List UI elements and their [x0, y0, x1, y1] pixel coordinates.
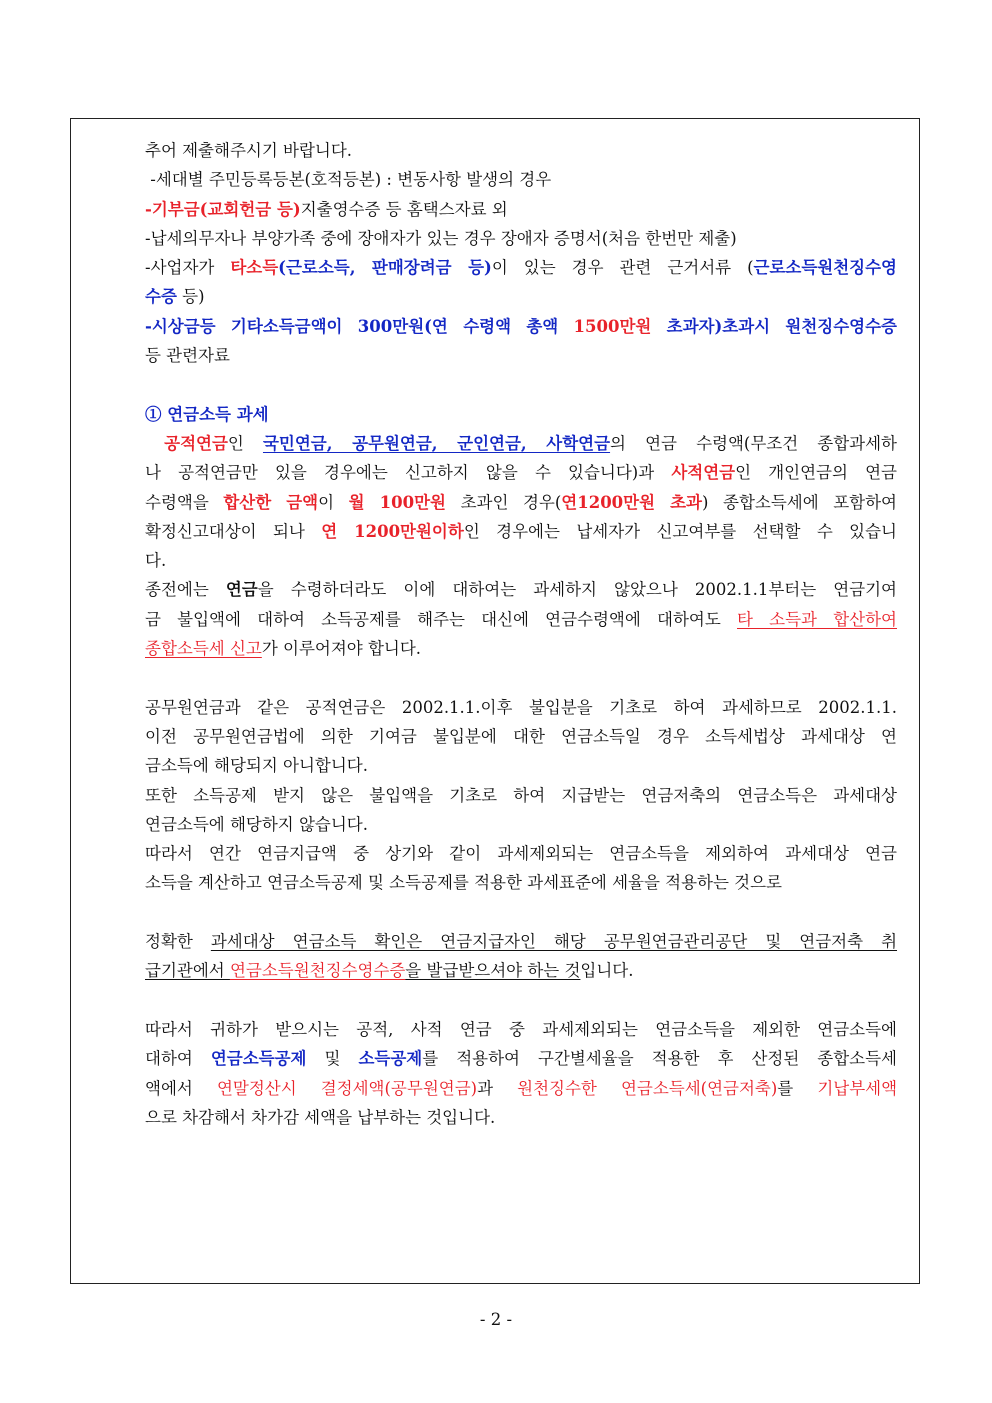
text-line — [145, 1103, 897, 1132]
text: 소득을 계산하고 연금소득공제 및 소득공제를 적용한 과세표준에 세율을 적용하는 것으로 — [145, 873, 782, 893]
text-line — [145, 605, 897, 634]
text: 지출영수증 등 홈택스자료 외 — [300, 199, 508, 219]
text-line — [145, 253, 897, 282]
text: 수령액을 — [145, 492, 224, 512]
text: 금소득에 해당되지 아니합니다. — [145, 756, 368, 776]
text: 정확한 — [145, 932, 211, 952]
text — [145, 434, 164, 453]
text: 종전에는 — [145, 580, 226, 600]
text-line — [145, 839, 897, 868]
underlined-text: 과세대상 연금소득 확인은 연금지급자인 해당 공무원연금관리공단 및 연금저축 취 — [210, 932, 898, 952]
text: -납세의무자나 부양가족 중에 장애자가 있는 경우 장애자 증명서(처음 한번만 제출) — [145, 228, 737, 248]
text: 가 이루어져야 합니다. — [261, 639, 422, 659]
text-line — [145, 575, 897, 604]
highlight-text: 합산한 금액 — [223, 492, 319, 512]
highlight-text: 연금소득공제 — [210, 1049, 307, 1069]
text-line — [145, 341, 897, 370]
underlined-text: 을 발급받으셔야 하는 것 — [405, 961, 581, 981]
text-line — [145, 458, 897, 487]
text: 인 — [227, 433, 263, 453]
text: -세대별 주민등록등본(호적등본) : 변동사항 발생의 경우 — [145, 170, 552, 190]
highlight-text: 근로소득원천징수영 — [753, 258, 897, 278]
text: 를 적용하여 구간별세율을 적용한 후 산정된 종합소득세 — [422, 1049, 897, 1069]
text: 또한 소득공제 받지 않은 불입액을 기초로 하여 지급받는 연금저축의 연금소득은 과세대상 — [145, 785, 897, 805]
text: 를 — [777, 1078, 818, 1098]
highlight-text: -기부금(교회헌금 등) — [145, 199, 301, 219]
highlight-text: 종합소득세 신고 — [145, 639, 262, 659]
text-line — [145, 751, 897, 780]
highlight-text: 국민연금, 공무원연금, 군인연금, 사학연금 — [262, 433, 611, 453]
text: 공무원연금과 같은 공적연금은 2002.1.1.이후 불입분을 기초로 하여 과세하므로 2002.1.1. — [145, 697, 897, 717]
highlight-text: 사적연금 — [671, 463, 736, 483]
highlight-text: 연1200만원 초과 — [561, 492, 702, 512]
text: ) 종합소득세에 포함하여 — [702, 492, 897, 512]
text-line — [145, 810, 897, 839]
text-line — [145, 1015, 897, 1044]
highlight-text: -시상금등 기타소득금액이 300만원(연 수령액 총액 — [145, 316, 574, 336]
text: 의 연금 수령액(무조건 종합과세하 — [610, 433, 898, 453]
text: 확정신고대상이 되나 — [145, 521, 322, 541]
text: 대하여 — [145, 1049, 211, 1069]
text: 및 — [306, 1049, 359, 1069]
highlight-text: (근로소득, 판매장려금 등) — [278, 258, 492, 278]
text: 초과인 경우( — [446, 492, 562, 512]
text: 다. — [145, 551, 167, 571]
text-line — [145, 136, 897, 165]
text-line — [145, 488, 897, 517]
highlight-text: 타 소득과 합산하여 — [737, 609, 897, 629]
text-line — [145, 165, 897, 194]
page-number: - 2 - — [479, 1310, 513, 1329]
text-line — [145, 312, 897, 341]
text: 이전 공무원연금법에 의한 기여금 불입분에 대한 연금소득일 경우 소득세법상 과세대상 연 — [145, 726, 897, 746]
highlight-text: 소득공제 — [358, 1049, 423, 1069]
text-line — [145, 634, 897, 663]
highlight-text: 기납부세액 — [817, 1078, 898, 1098]
highlight-text: 초과자)초과시 원천징수영수증 — [651, 316, 897, 336]
text-line — [145, 693, 897, 722]
text-line — [145, 781, 897, 810]
text-line — [145, 224, 897, 253]
text: 나 공적연금만 있을 경우에는 신고하지 않을 수 있습니다)과 — [145, 463, 672, 483]
underlined-text: 급기관에서 — [145, 961, 230, 981]
text-line — [145, 282, 897, 311]
text-line — [145, 517, 897, 546]
text: 으로 차감해서 차가감 세액을 납부하는 것입니다. — [145, 1107, 496, 1127]
text-line — [145, 195, 897, 224]
text: 등 관련자료 — [145, 346, 230, 366]
text: 을 수령하더라도 이에 대하여는 과세하지 않았으나 2002.1.1부터는 연금기여 — [257, 580, 897, 600]
text-line — [145, 546, 897, 575]
highlight-text: 타소득 — [230, 258, 279, 278]
text: 과 — [477, 1078, 518, 1098]
text-line — [145, 868, 897, 897]
section-heading: ① 연금소득 과세 — [145, 404, 269, 424]
text: 인 경우에는 납세자가 신고여부를 선택할 수 있습니 — [463, 521, 897, 541]
text-line — [145, 722, 897, 751]
highlight-text: 1500만원 — [573, 316, 652, 336]
text: 이 — [318, 492, 349, 512]
text-line — [145, 927, 897, 956]
highlight-text: 수증 — [145, 287, 177, 307]
text: 액에서 — [145, 1078, 217, 1098]
highlight-text: 원천징수한 연금소득세(연금저축) — [517, 1078, 778, 1098]
highlight-text: 공적연금 — [164, 433, 228, 453]
text: 따라서 연간 연금지급액 중 상기와 같이 과세제외되는 연금소득을 제외하여 과세대상 연금 — [145, 844, 897, 864]
highlight-text: 연 1200만원이하 — [321, 521, 464, 541]
text: -사업자가 — [145, 258, 231, 278]
bold-text: 연금 — [225, 580, 258, 600]
highlight-text: 연말정산시 결정세액(공무원연금) — [216, 1078, 478, 1098]
text: 금 불입액에 대하여 소득공제를 해주는 대신에 연금수령액에 대하여도 — [145, 609, 738, 629]
text: 인 개인연금의 연금 — [735, 463, 897, 483]
text-line — [145, 1044, 897, 1073]
document-body — [145, 136, 897, 1132]
text: 이 있는 경우 관련 근거서류 ( — [491, 258, 754, 278]
text: 연금소득에 해당하지 않습니다. — [145, 814, 368, 834]
text: 추어 제출해주시기 바랍니다. — [145, 141, 353, 160]
text: 따라서 귀하가 받으시는 공적, 사적 연금 중 과세제외되는 연금소득을 제외한 연금소득에 — [145, 1019, 897, 1039]
text-line — [145, 429, 897, 458]
text: 입니다. — [580, 961, 634, 981]
text: 등) — [176, 287, 205, 307]
highlight-text: 월 100만원 — [348, 492, 446, 512]
highlight-text: 연금소득원천징수영수증 — [229, 961, 406, 981]
text-line — [145, 1074, 897, 1103]
text-line — [145, 956, 897, 985]
